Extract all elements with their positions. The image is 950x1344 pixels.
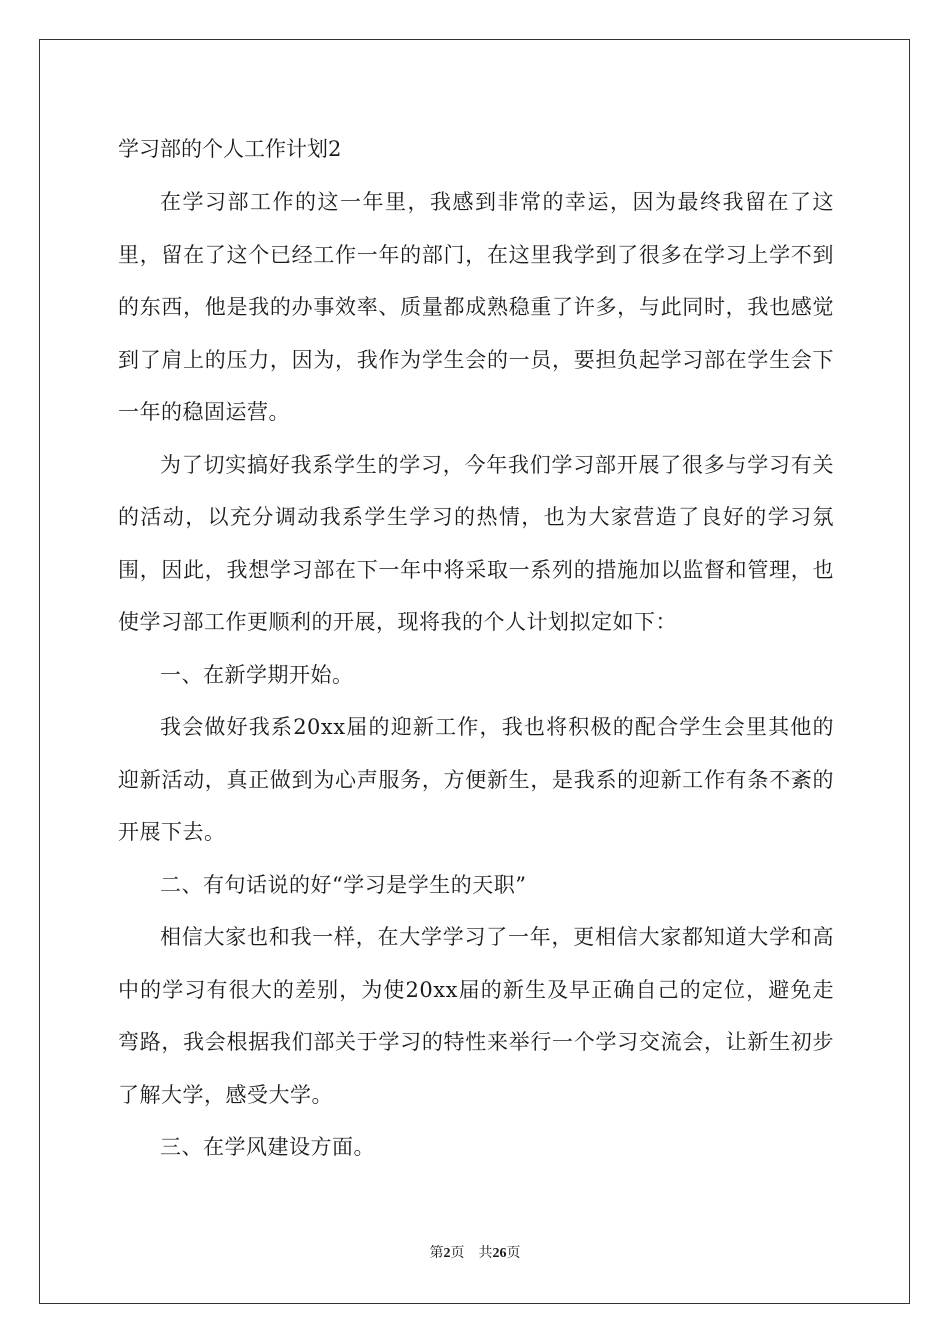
page-prefix: 第 [429,1246,444,1261]
section-heading-3: 三、在学风建设方面。 [160,1135,375,1159]
page-number: 2 [443,1246,451,1261]
total-prefix: 共 [478,1246,493,1261]
document-body [118,127,834,1174]
document-title: 学习部的个人工作计划2 [118,137,342,161]
paragraph-2: 为了切实搞好我系学生的学习，今年我们学习部开展了很多与学习有关的活动，以充分调动我系学生学习的热情，也为大家营造了良好的学习氛围，因此，我想学习部在下一年中将采取一系列的措施加以监督和管理，也使学习部工作更顺利的开展，现将我的个人计划拟定如下： [118,452,834,634]
paragraph-3: 我会做好我系20xx届的迎新工作，我也将积极的配合学生会里其他的迎新活动，真正做到为心声服务，方便新生，是我系的迎新工作有条不紊的开展下去。 [118,715,834,844]
page-footer [0,1244,950,1264]
paragraph-1: 在学习部工作的这一年里，我感到非常的幸运，因为最终我留在了这里，留在了这个已经工作一年的部门，在这里我学到了很多在学习上学不到的东西，他是我的办事效率、质量都成熟稳重了许多，与此同时，我也感觉到了肩上的压力，因为，我作为学生会的一员，要担负起学习部在学生会下一年的稳固运营。 [118,190,834,424]
section-heading-2: 二、有句话说的好“学习是学生的天职” [160,872,527,897]
page-suffix: 页 [450,1246,465,1261]
paragraph-4: 相信大家也和我一样，在大学学习了一年，更相信大家都知道大学和高中的学习有很大的差别，为使20xx届的新生及早正确自己的定位，避免走弯路，我会根据我们部关于学习的特性来举行一个学习交流会，让新生初步了解大学，感受大学。 [118,925,834,1107]
section-heading-1: 一、在新学期开始。 [160,662,354,687]
total-suffix: 页 [506,1246,521,1261]
page-total: 26 [492,1246,507,1261]
